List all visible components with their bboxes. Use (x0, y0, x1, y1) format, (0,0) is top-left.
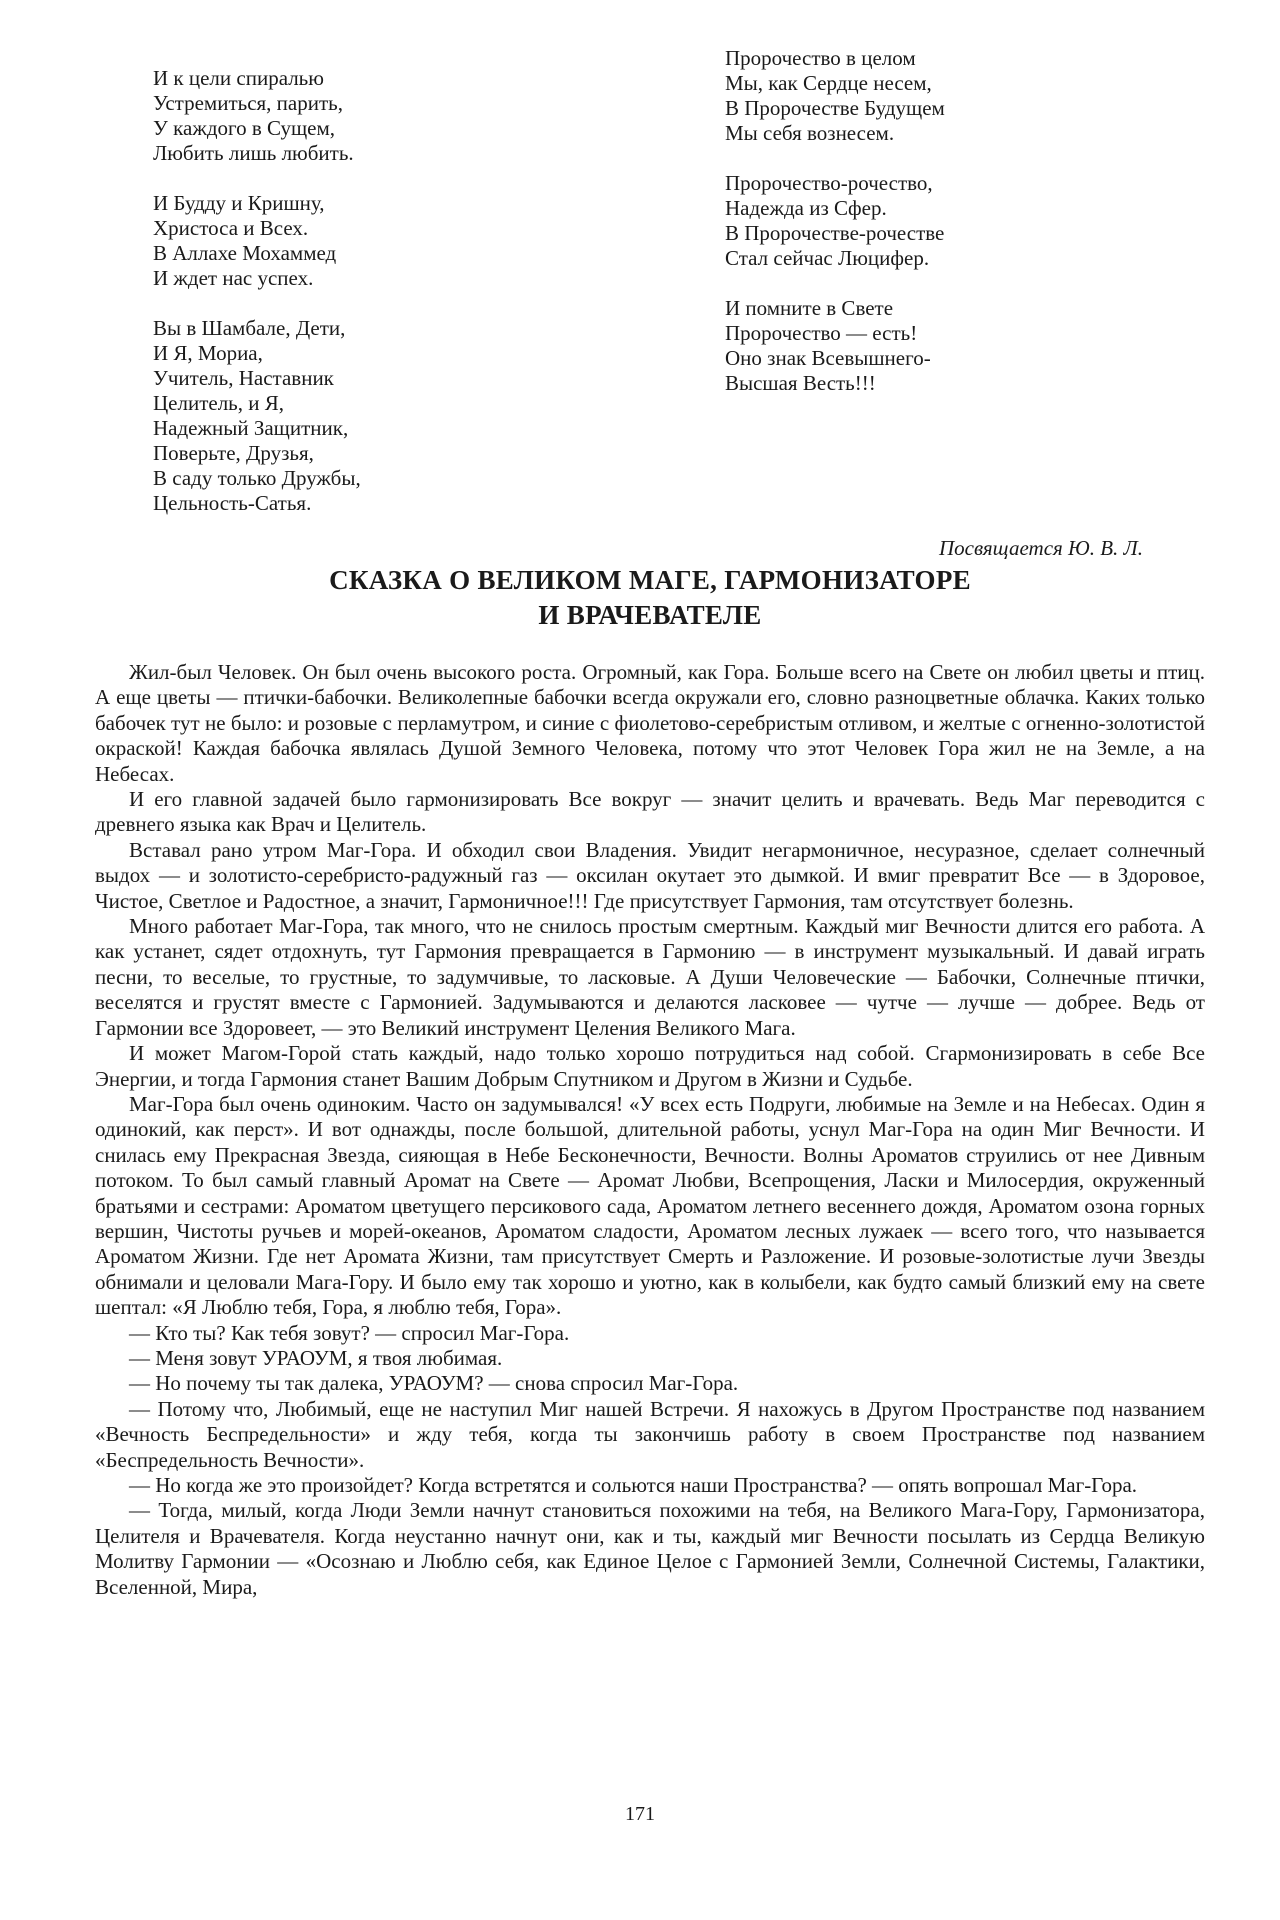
story-body (95, 660, 1205, 1600)
poem-line: Учитель, Наставник (153, 366, 334, 390)
paragraph: Вставал рано утром Маг-Гора. И обходил свои Владения. Увидит негармоничное, несуразное, сделает солнечный выдох — и золотисто-серебристо-радужный газ — оксилан окутает это дымкой. И вмиг превратит Все — в Здоровое, Чистое, Светлое и Радостное, а значит, Гармоничное!!! Где присутствует Гармония, там отсутствует болезнь. (95, 837, 1205, 913)
paragraph: — Потому что, Любимый, еще не наступил Миг нашей Встречи. Я нахожусь в Другом Пространстве под названием «Вечность Беспредельности» и жду тебя, когда ты закончишь работу в своем Пространстве под названием «Беспредельность Вечности». (95, 1396, 1205, 1472)
poem-stanza (725, 296, 1165, 396)
paragraph: Жил-был Человек. Он был очень высокого роста. Огромный, как Гора. Больше всего на Свете он любил цветы и птиц. А еще цветы — птички-бабочки. Великолепные бабочки всегда окружали его, словно разноцветные облачка. Каких только бабочек тут не было: и розовые с перламутром, и синие с фиолетово-серебристым отливом, и желтые с огненно-золотистой окраской! Каждая бабочка являлась Душой Земного Человека, потому что этот Человек Гора жил не на Земле, а на Небесах. (95, 660, 1205, 786)
poem-line: В Аллахе Мохаммед (153, 241, 337, 265)
poem-stanza (153, 191, 573, 291)
page-number: 171 (625, 1803, 655, 1825)
poem-line: И Я, Мориа, (153, 341, 263, 365)
poem-line: Поверьте, Друзья, (153, 441, 314, 465)
dedication: Посвящается Ю. В. Л. (939, 536, 1143, 560)
paragraph: Маг-Гора был очень одиноким. Часто он задумывался! «У всех есть Подруги, любимые на Земле и на Небесах. Один я одинокий, как перст». И вот однажды, после большой, длительной работы, уснул Маг-Гора на один Миг Вечности. И снилась ему Прекрасная Звезда, сияющая в Небе Бесконечности, Вечности. Волны Ароматов струились от нее Дивным потоком. То был самый главный Аромат на Свете — Аромат Любви, Всепрощения, Ласки и Милосердия, окруженный братьями и сестрами: Ароматом цветущего персикового сада, Ароматом летнего весеннего дождя, Ароматом озона горных вершин, Чистоты ручьев и морей-океанов, Ароматом сладости, Ароматом лесных лужаек — всего того, что называется Ароматом Жизни. Где нет Аромата Жизни, там присутствует Смерть и Разложение. И розовые-золотистые лучи Звезды обнимали и целовали Мага-Гору. И было ему так хорошо и уютно, как в колыбели, как будто самый близкий ему на свете шептал: «Я Люблю тебя, Гора, я люблю тебя, Гора». (95, 1091, 1205, 1320)
poem-line: И ждет нас успех. (153, 266, 314, 290)
poem-line: И к цели спиралью (153, 66, 324, 90)
poem-stanza (725, 171, 1165, 271)
poem-line: Стал сейчас Люцифер. (725, 246, 930, 270)
poem-line: В саду только Дружбы, (153, 466, 361, 490)
story-title (95, 563, 1205, 633)
poem-line: Вы в Шамбале, Дети, (153, 316, 346, 340)
poem-line: Целитель, и Я, (153, 391, 285, 415)
poem-line: Пророчество в целом (725, 46, 916, 70)
paragraph: — Тогда, милый, когда Люди Земли начнут становиться похожими на тебя, на Великого Мага-Гору, Гармонизатора, Целителя и Врачевателя. Когда неустанно начнут они, как и ты, каждый миг Вечности посылать из Сердца Великую Молитву Гармонии — «Осознаю и Люблю себя, как Единое Целое с Гармонией Земли, Солнечной Системы, Галактики, Вселенной, Мира, (95, 1498, 1205, 1599)
poem-stanza (725, 46, 1165, 146)
paragraph: — Меня зовут УРАОУМ, я твоя любимая. (129, 1345, 503, 1370)
poem-right-column (725, 46, 1165, 421)
poem-line: Мы, как Сердце несем, (725, 71, 932, 95)
poem-line: Надежда из Сфер. (725, 196, 887, 220)
poem-line: Высшая Весть!!! (725, 371, 876, 395)
poem-line: В Пророчестве-рочестве (725, 221, 945, 245)
story-title-line: СКАЗКА О ВЕЛИКОМ МАГЕ, ГАРМОНИЗАТОРЕ (329, 565, 971, 595)
paragraph: И может Магом-Горой стать каждый, надо только хорошо потрудиться над собой. Сгармонизировать в себе Все Энергии, и тогда Гармония станет Вашим Добрым Спутником и Другом в Жизни и Судьбе. (95, 1041, 1205, 1091)
poem-line: Пророчество-рочество, (725, 171, 933, 195)
poem-line: И помните в Свете (725, 296, 894, 320)
poem-line: Любить лишь любить. (153, 141, 354, 165)
paragraph: — Кто ты? Как тебя зовут? — спросил Маг-Гора. (129, 1320, 570, 1345)
story-title-line: И ВРАЧЕВАТЕЛЕ (538, 600, 762, 630)
poem-left-column (153, 66, 573, 541)
poem-line: Христоса и Всех. (153, 216, 309, 240)
paragraph: — Но когда же это произойдет? Когда встретятся и сольются наши Пространства? — опять вопрошал Маг-Гора. (129, 1473, 1138, 1497)
poem-line: Мы себя вознесем. (725, 121, 895, 145)
poem-line: Надежный Защитник, (153, 416, 349, 440)
poem-stanza (153, 316, 573, 516)
poem-line: Пророчество — есть! (725, 321, 918, 345)
paragraph: Много работает Маг-Гора, так много, что не снилось простым смертным. Каждый миг Вечности длится его работа. А как устанет, сядет отдохнуть, тут Гармония превращается в Гармонию — в инструмент музыкальный. И давай играть песни, то веселые, то грустные, то задумчивые, то ласковые. А Души Человеческие — Бабочки, Солнечные птички, веселятся и грустят вместе с Гармонией. Задумываются и делаются ласковее — чутче — лучше — добрее. Ведь от Гармонии все Здоровеет, — это Великий инструмент Целения Великого Мага. (95, 914, 1205, 1040)
paragraph: — Но почему ты так далека, УРАОУМ? — снова спросил Маг-Гора. (129, 1371, 739, 1396)
poem-line: И Будду и Кришну, (153, 191, 325, 215)
poem-line: Цельность-Сатья. (153, 491, 312, 515)
poem-line: У каждого в Сущем, (153, 116, 336, 140)
poem-line: Оно знак Всевышнего- (725, 346, 931, 370)
poem-stanza (153, 66, 573, 166)
poem-line: В Пророчестве Будущем (725, 96, 945, 120)
poem-line: Устремиться, парить, (153, 91, 343, 115)
paragraph: И его главной задачей было гармонизировать Все вокруг — значит целить и врачевать. Ведь Маг переводится с древнего языка как Врач и Целитель. (95, 787, 1205, 837)
